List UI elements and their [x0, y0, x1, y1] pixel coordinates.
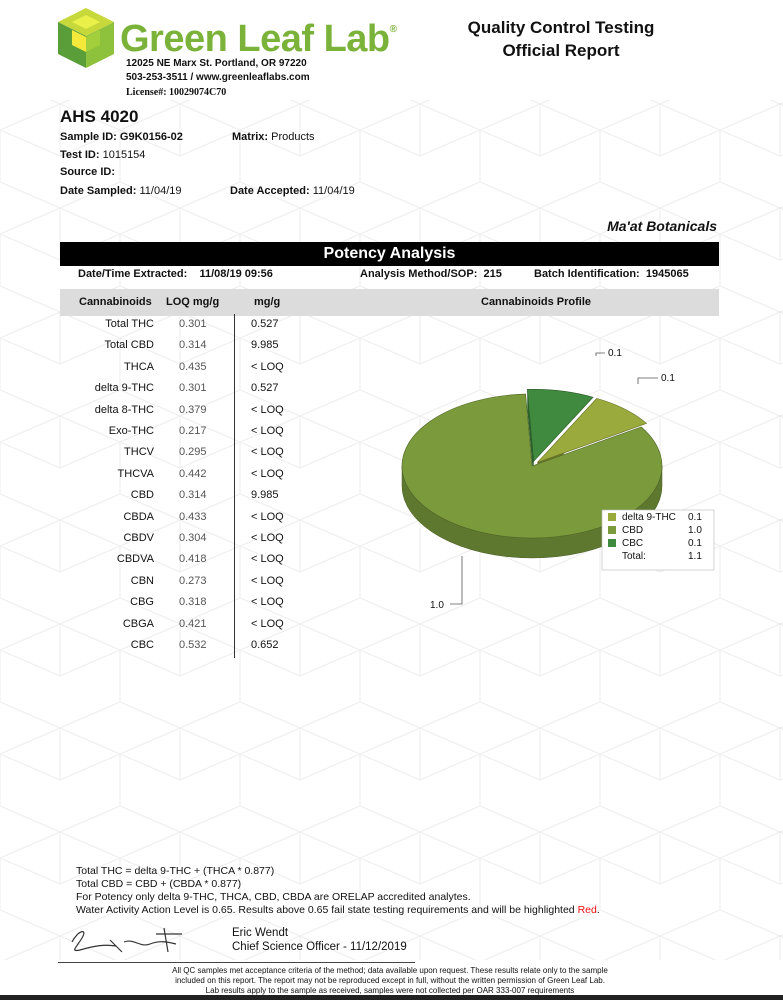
cannabinoid-name: CBDA — [123, 511, 154, 523]
loq-value: 0.217 — [179, 425, 207, 437]
leader-line — [638, 378, 658, 384]
mgg-value: < LOQ — [251, 618, 284, 630]
cannabinoid-name: CBDVA — [116, 553, 154, 565]
company-logo-icon — [56, 8, 116, 70]
mgg-value: 0.527 — [251, 318, 279, 330]
loq-value: 0.301 — [179, 382, 207, 394]
column-divider — [234, 314, 235, 658]
loq-value: 0.314 — [179, 489, 207, 501]
mgg-value: 0.527 — [251, 382, 279, 394]
leader-line — [450, 556, 462, 604]
leader-line — [596, 353, 605, 356]
legend-label: delta 9-THC — [622, 512, 676, 523]
mgg-value: < LOQ — [251, 468, 284, 480]
table-header-band — [60, 289, 719, 316]
legend-total-value: 1.1 — [688, 551, 702, 562]
cannabinoid-pie-chart — [380, 316, 719, 646]
mgg-value: < LOQ — [251, 596, 284, 608]
cannabinoid-name: delta 9-THC — [94, 382, 154, 394]
loq-value: 0.435 — [179, 361, 207, 373]
cannabinoid-name: delta 8-THC — [94, 404, 154, 416]
loq-value: 0.421 — [179, 618, 207, 630]
legend-total-label: Total: — [622, 551, 646, 562]
cannabinoid-name: CBGA — [122, 618, 154, 630]
legend-swatch — [608, 526, 616, 534]
loq-value: 0.318 — [179, 596, 207, 608]
signature-image — [64, 922, 194, 958]
source-id-field: Source ID: — [60, 166, 116, 178]
signature-divider — [58, 962, 415, 963]
loq-value: 0.379 — [179, 404, 207, 416]
legend-value: 0.1 — [688, 512, 702, 523]
extracted-field: Date/Time Extracted: 11/08/19 09:56 — [78, 268, 273, 280]
mgg-value: 0.652 — [251, 639, 279, 651]
disclaimer-line-2: included on this report. The report may not be reproduced except in full, without the written permission of Green Leaf Lab. — [175, 976, 605, 985]
cannabinoid-name: THCV — [124, 446, 154, 458]
col-header-mgg: mg/g — [254, 296, 281, 308]
legend-label: CBC — [622, 538, 644, 549]
mgg-value: < LOQ — [251, 446, 284, 458]
company-name: Green Leaf Lab® — [120, 18, 397, 60]
slice-label: 1.0 — [430, 600, 444, 611]
loq-value: 0.273 — [179, 575, 207, 587]
cannabinoid-name: CBN — [130, 575, 154, 587]
report-title: Quality Control Testing — [467, 18, 655, 37]
disclaimer-line-3: Lab results apply to the sample as received, samples were not collected per OAR 333-007 requirements — [205, 986, 575, 995]
mgg-value: < LOQ — [251, 532, 284, 544]
col-header-loq: LOQ mg/g — [166, 296, 220, 308]
loq-value: 0.418 — [179, 553, 207, 565]
loq-value: 0.295 — [179, 446, 207, 458]
legend-swatch — [608, 539, 616, 547]
cannabinoid-name: Exo-THC — [108, 425, 154, 437]
slice-label: 0.1 — [661, 373, 675, 384]
mgg-value: < LOQ — [251, 361, 284, 373]
cannabinoid-name: Total THC — [105, 318, 154, 330]
report-subtitle: Official Report — [502, 41, 620, 60]
loq-value: 0.442 — [179, 468, 207, 480]
col-header-cannabinoids: Cannabinoids — [79, 296, 152, 308]
test-id-field: Test ID: 1015154 — [60, 149, 146, 161]
signer-title: Chief Science Officer - 11/12/2019 — [232, 941, 407, 953]
sample-id-field: Sample ID: G9K0156-02 — [60, 131, 183, 143]
legend-label: CBD — [622, 525, 644, 536]
mgg-value: < LOQ — [251, 553, 284, 565]
legend-value: 0.1 — [688, 538, 702, 549]
legend-value: 1.0 — [688, 525, 702, 536]
loq-value: 0.301 — [179, 318, 207, 330]
loq-value: 0.314 — [179, 339, 207, 351]
footnote-accreditation: For Potency only delta 9-THC, THCA, CBD, CBDA are ORELAP accredited analytes. — [76, 891, 471, 903]
footnote-water-activity: Water Activity Action Level is 0.65. Results above 0.65 fail state testing requirements and will be highlighted Red. — [76, 904, 600, 916]
mgg-value: < LOQ — [251, 404, 284, 416]
client-name: Ma'at Botanicals — [607, 218, 717, 234]
cannabinoid-name: THCA — [124, 361, 154, 373]
loq-value: 0.532 — [179, 639, 207, 651]
license-number: License#: 10029074C70 — [126, 87, 227, 98]
loq-value: 0.433 — [179, 511, 207, 523]
sample-name: AHS 4020 — [60, 107, 139, 126]
company-address: 12025 NE Marx St. Portland, OR 97220 — [126, 58, 307, 69]
method-field: Analysis Method/SOP: 215 — [360, 268, 502, 280]
section-title: Potency Analysis — [60, 242, 719, 266]
cannabinoid-name: CBD — [130, 489, 154, 501]
disclaimer-line-1: All QC samples met acceptance criteria of the method; data available upon request. These results relate only to the sample — [172, 966, 608, 975]
cannabinoid-name: THCVA — [117, 468, 154, 480]
footnote-total-cbd: Total CBD = CBD + (CBDA * 0.877) — [76, 878, 242, 890]
date-sampled-field: Date Sampled: 11/04/19 — [60, 185, 182, 197]
chart-title: Cannabinoids Profile — [481, 296, 592, 308]
loq-value: 0.304 — [179, 532, 207, 544]
mgg-value: < LOQ — [251, 511, 284, 523]
cannabinoid-name: CBDV — [123, 532, 154, 544]
cannabinoid-name: Total CBD — [104, 339, 154, 351]
cannabinoid-name: CBC — [130, 639, 154, 651]
slice-label: 0.1 — [608, 348, 622, 359]
cannabinoid-name: CBG — [130, 596, 154, 608]
batch-field: Batch Identification: 1945065 — [534, 268, 689, 280]
company-contact: 503-253-3511 / www.greenleaflabs.com — [126, 72, 310, 83]
mgg-value: 9.985 — [251, 489, 279, 501]
mgg-value: < LOQ — [251, 575, 284, 587]
matrix-field: Matrix: Products — [232, 131, 315, 143]
footnote-total-thc: Total THC = delta 9-THC + (THCA * 0.877) — [76, 865, 275, 877]
date-accepted-field: Date Accepted: 11/04/19 — [230, 185, 355, 197]
legend-swatch — [608, 513, 616, 521]
bottom-bar — [0, 995, 783, 1000]
mgg-value: 9.985 — [251, 339, 279, 351]
mgg-value: < LOQ — [251, 425, 284, 437]
signer-name: Eric Wendt — [232, 927, 289, 939]
